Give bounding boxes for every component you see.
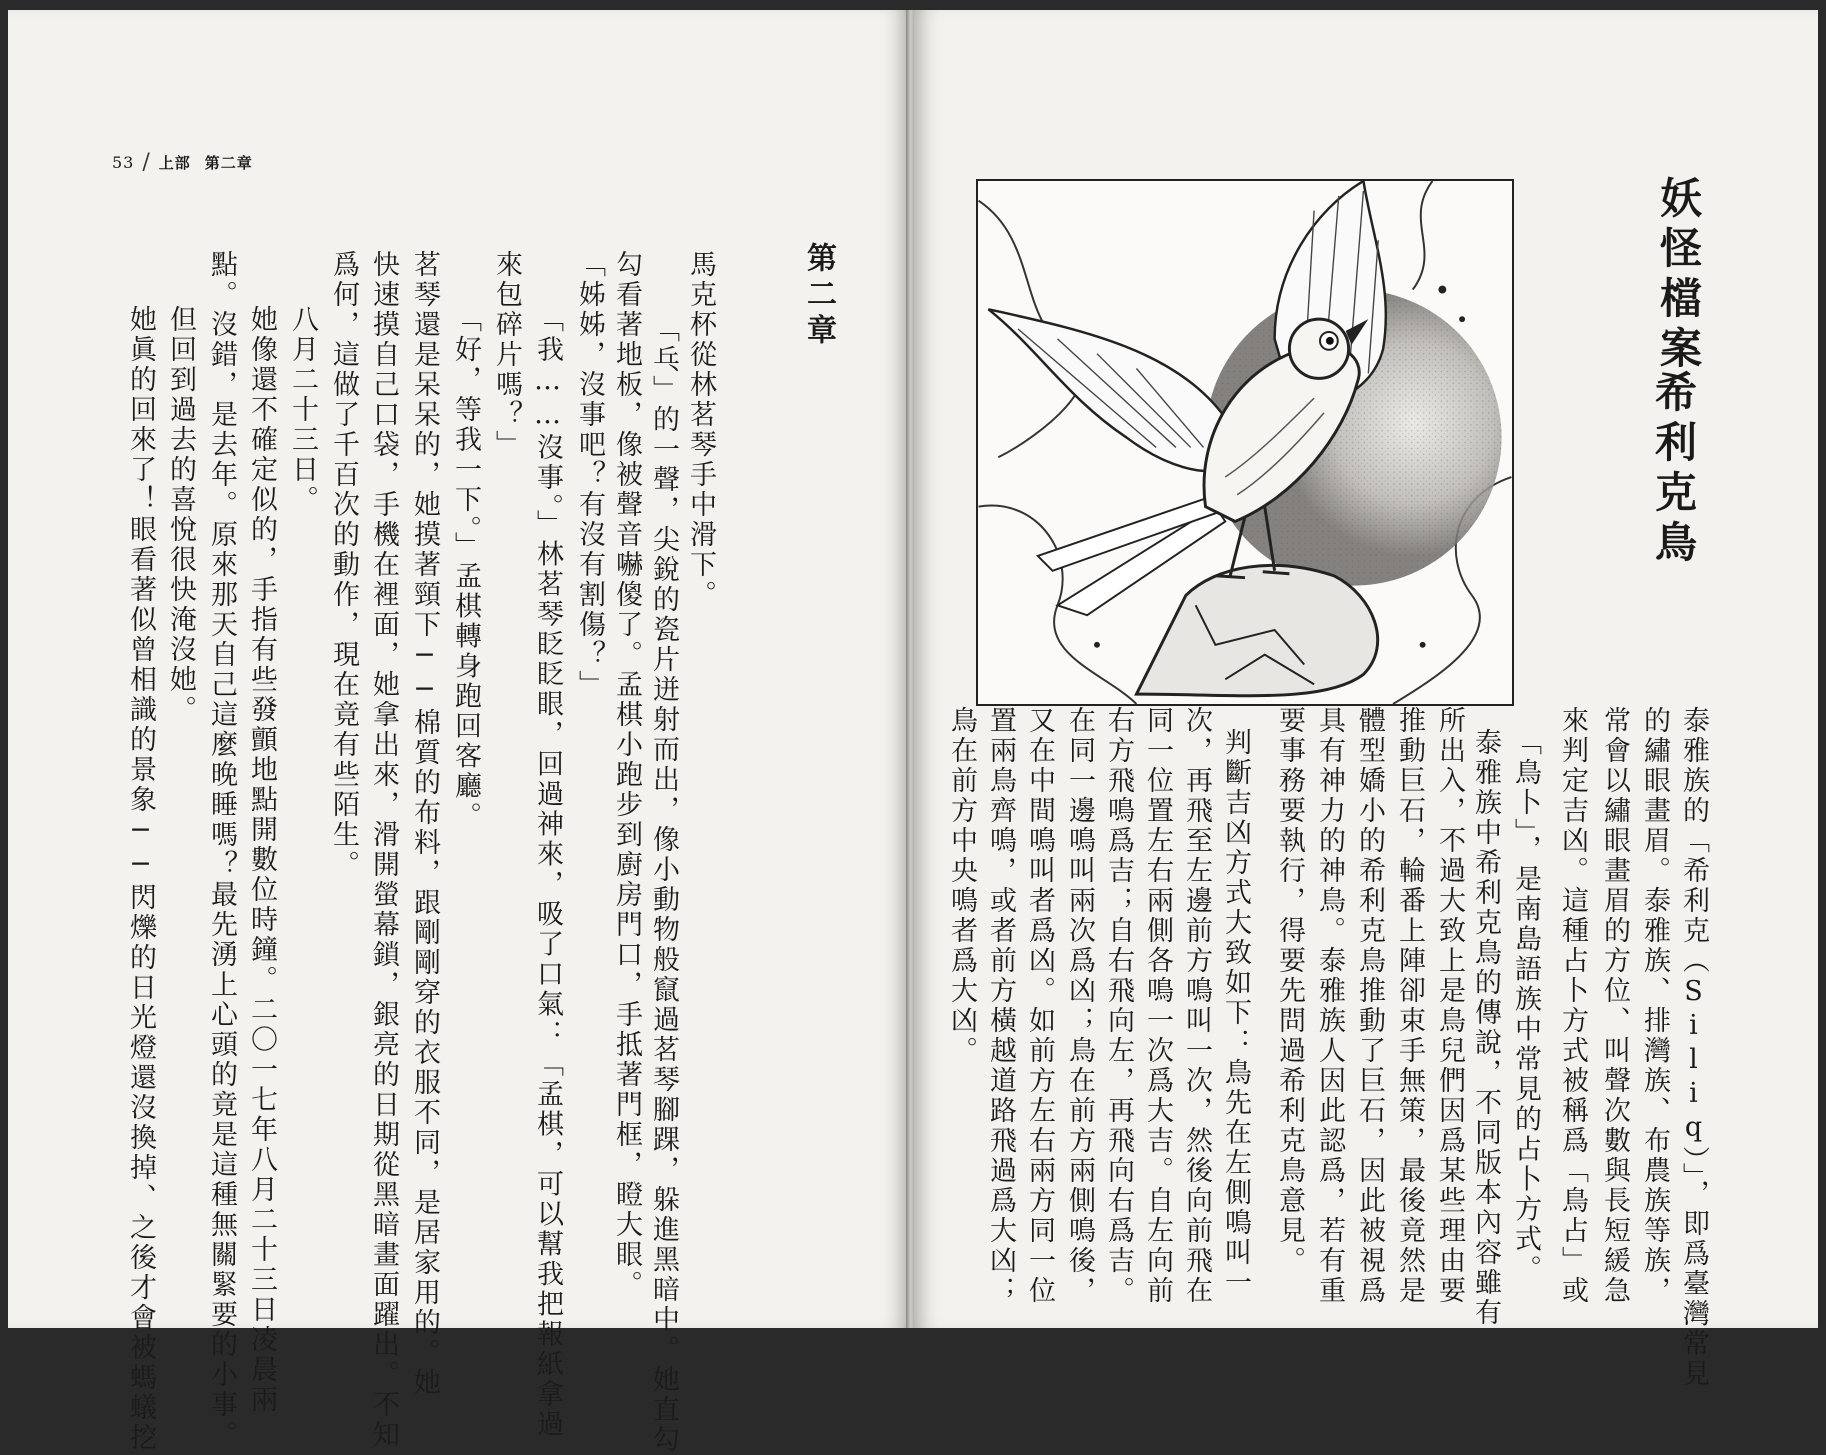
body-column: 又在中間鳴叫者爲凶。如前方左右兩方同一位: [1024, 706, 1055, 1306]
body-column: 「我……沒事。」林茗琴眨眨眼，回過神來，吸了口氣：「孟棋，可以幫我把報紙拿過: [532, 305, 563, 1440]
body-column: 「姊姊，沒事吧？有沒有割傷？」: [574, 250, 605, 700]
body-column: 來判定吉凶。這種占卜方式被稱爲「鳥占」或: [1557, 706, 1588, 1306]
body-column: 她眞的回來了！眼看著似曾相識的景象──閃爍的日光燈還沒換掉、之後才會被螞蟻挖: [125, 305, 156, 1453]
body-column: 勾看著地板，像被聲音嚇傻了。孟棋小跑步到廚房門口，手抵著門框，瞪大眼。: [611, 250, 642, 1300]
body-column: 爲何，這做了千百次的動作，現在竟有些陌生。: [328, 250, 359, 880]
body-column: 她像還不確定似的，手指有些發顫地點開數位時鐘。二〇一七年八月二十三日凌晨兩: [246, 305, 277, 1415]
body-column: 置兩鳥齊鳴，或者前方橫越道路飛過爲大凶；: [985, 706, 1016, 1306]
body-column: 馬克杯從林茗琴手中滑下。: [685, 250, 716, 610]
chapter-title: 第二章: [801, 242, 836, 350]
body-column: 同一位置左右兩側各鳴一次爲大吉。自左向前: [1142, 706, 1173, 1306]
body-column: 具有神力的神鳥。泰雅族人因此認爲，若有重: [1314, 706, 1345, 1306]
body-column: 判斷吉凶方式大致如下：鳥先在左側鳴叫一: [1220, 728, 1251, 1298]
file-title-line1: 妖怪檔案: [1654, 176, 1703, 376]
body-column: 八月二十三日。: [287, 305, 318, 515]
body-column: 體型嬌小的希利克鳥推動了巨石，因此被視爲: [1354, 706, 1385, 1306]
body-column: 常會以繡眼畫眉的方位、叫聲次數與長短緩急: [1599, 706, 1630, 1306]
body-column: 泰雅族的「希利克（Siliq）」，即爲臺灣常見: [1678, 706, 1709, 1389]
body-column: 茗琴還是呆呆的，她摸著頸下──棉質的布料，跟剛剛穿的衣服不同，是居家用的。她: [409, 250, 440, 1398]
running-head-separator: /: [142, 150, 151, 175]
body-column: 「乓」的一聲，尖銳的瓷片迸射而出，像小動物般竄過茗琴腳踝，躲進黑暗中。她直勾: [648, 315, 679, 1455]
body-column: 右方飛鳴爲吉；自右飛向左，再飛向右爲吉。: [1103, 706, 1134, 1306]
body-column: 「好，等我一下。」孟棋轉身跑回客廳。: [450, 305, 481, 832]
body-column: 來包碎片嗎？」: [491, 250, 522, 460]
body-column: 「鳥卜」，是南島語族中常見的占卜方式。: [1510, 728, 1541, 1285]
body-column: 推動巨石，輪番上陣卻束手無策，最後竟然是: [1394, 706, 1425, 1306]
body-column: 但回到過去的喜悅很快淹沒她。: [165, 305, 196, 725]
body-column: 要事務要執行，得要先問過希利克鳥意見。: [1274, 706, 1305, 1276]
body-column: 泰雅族中希利克鳥的傳說，不同版本內容雖有: [1470, 728, 1501, 1328]
body-column: 次，再飛至左邊前方鳴叫一次，然後向前飛在: [1181, 706, 1212, 1306]
body-column: 所出入，不過大致上是鳥兒們因爲某些理由要: [1434, 706, 1465, 1306]
running-head-part: 上部: [158, 154, 191, 172]
running-head-chapter: 第二章: [204, 154, 253, 172]
body-column: 在同一邊鳴叫兩次爲凶；鳥在前方兩側鳴後，: [1064, 706, 1095, 1306]
bird-illustration: [976, 179, 1514, 706]
body-column: 鳥在前方中央鳴者爲大凶。: [946, 706, 977, 1066]
page-number: 53: [112, 153, 135, 172]
running-head: [112, 150, 253, 175]
body-column: 快速摸自己口袋，手機在裡面，她拿出來，滑開螢幕鎖，銀亮的日期從黑暗畫面躍出。不知: [368, 250, 399, 1450]
body-column: 點。沒錯，是去年。原來那天自己這麼晚睡嗎？最先湧上心頭的竟是這種無關緊要的小事。: [206, 250, 237, 1450]
file-title-line2: 希利克鳥: [1649, 370, 1698, 570]
body-column: 的繡眼畫眉。泰雅族、排灣族、布農族等族，: [1639, 706, 1670, 1306]
bird-drawing: [978, 181, 1512, 704]
